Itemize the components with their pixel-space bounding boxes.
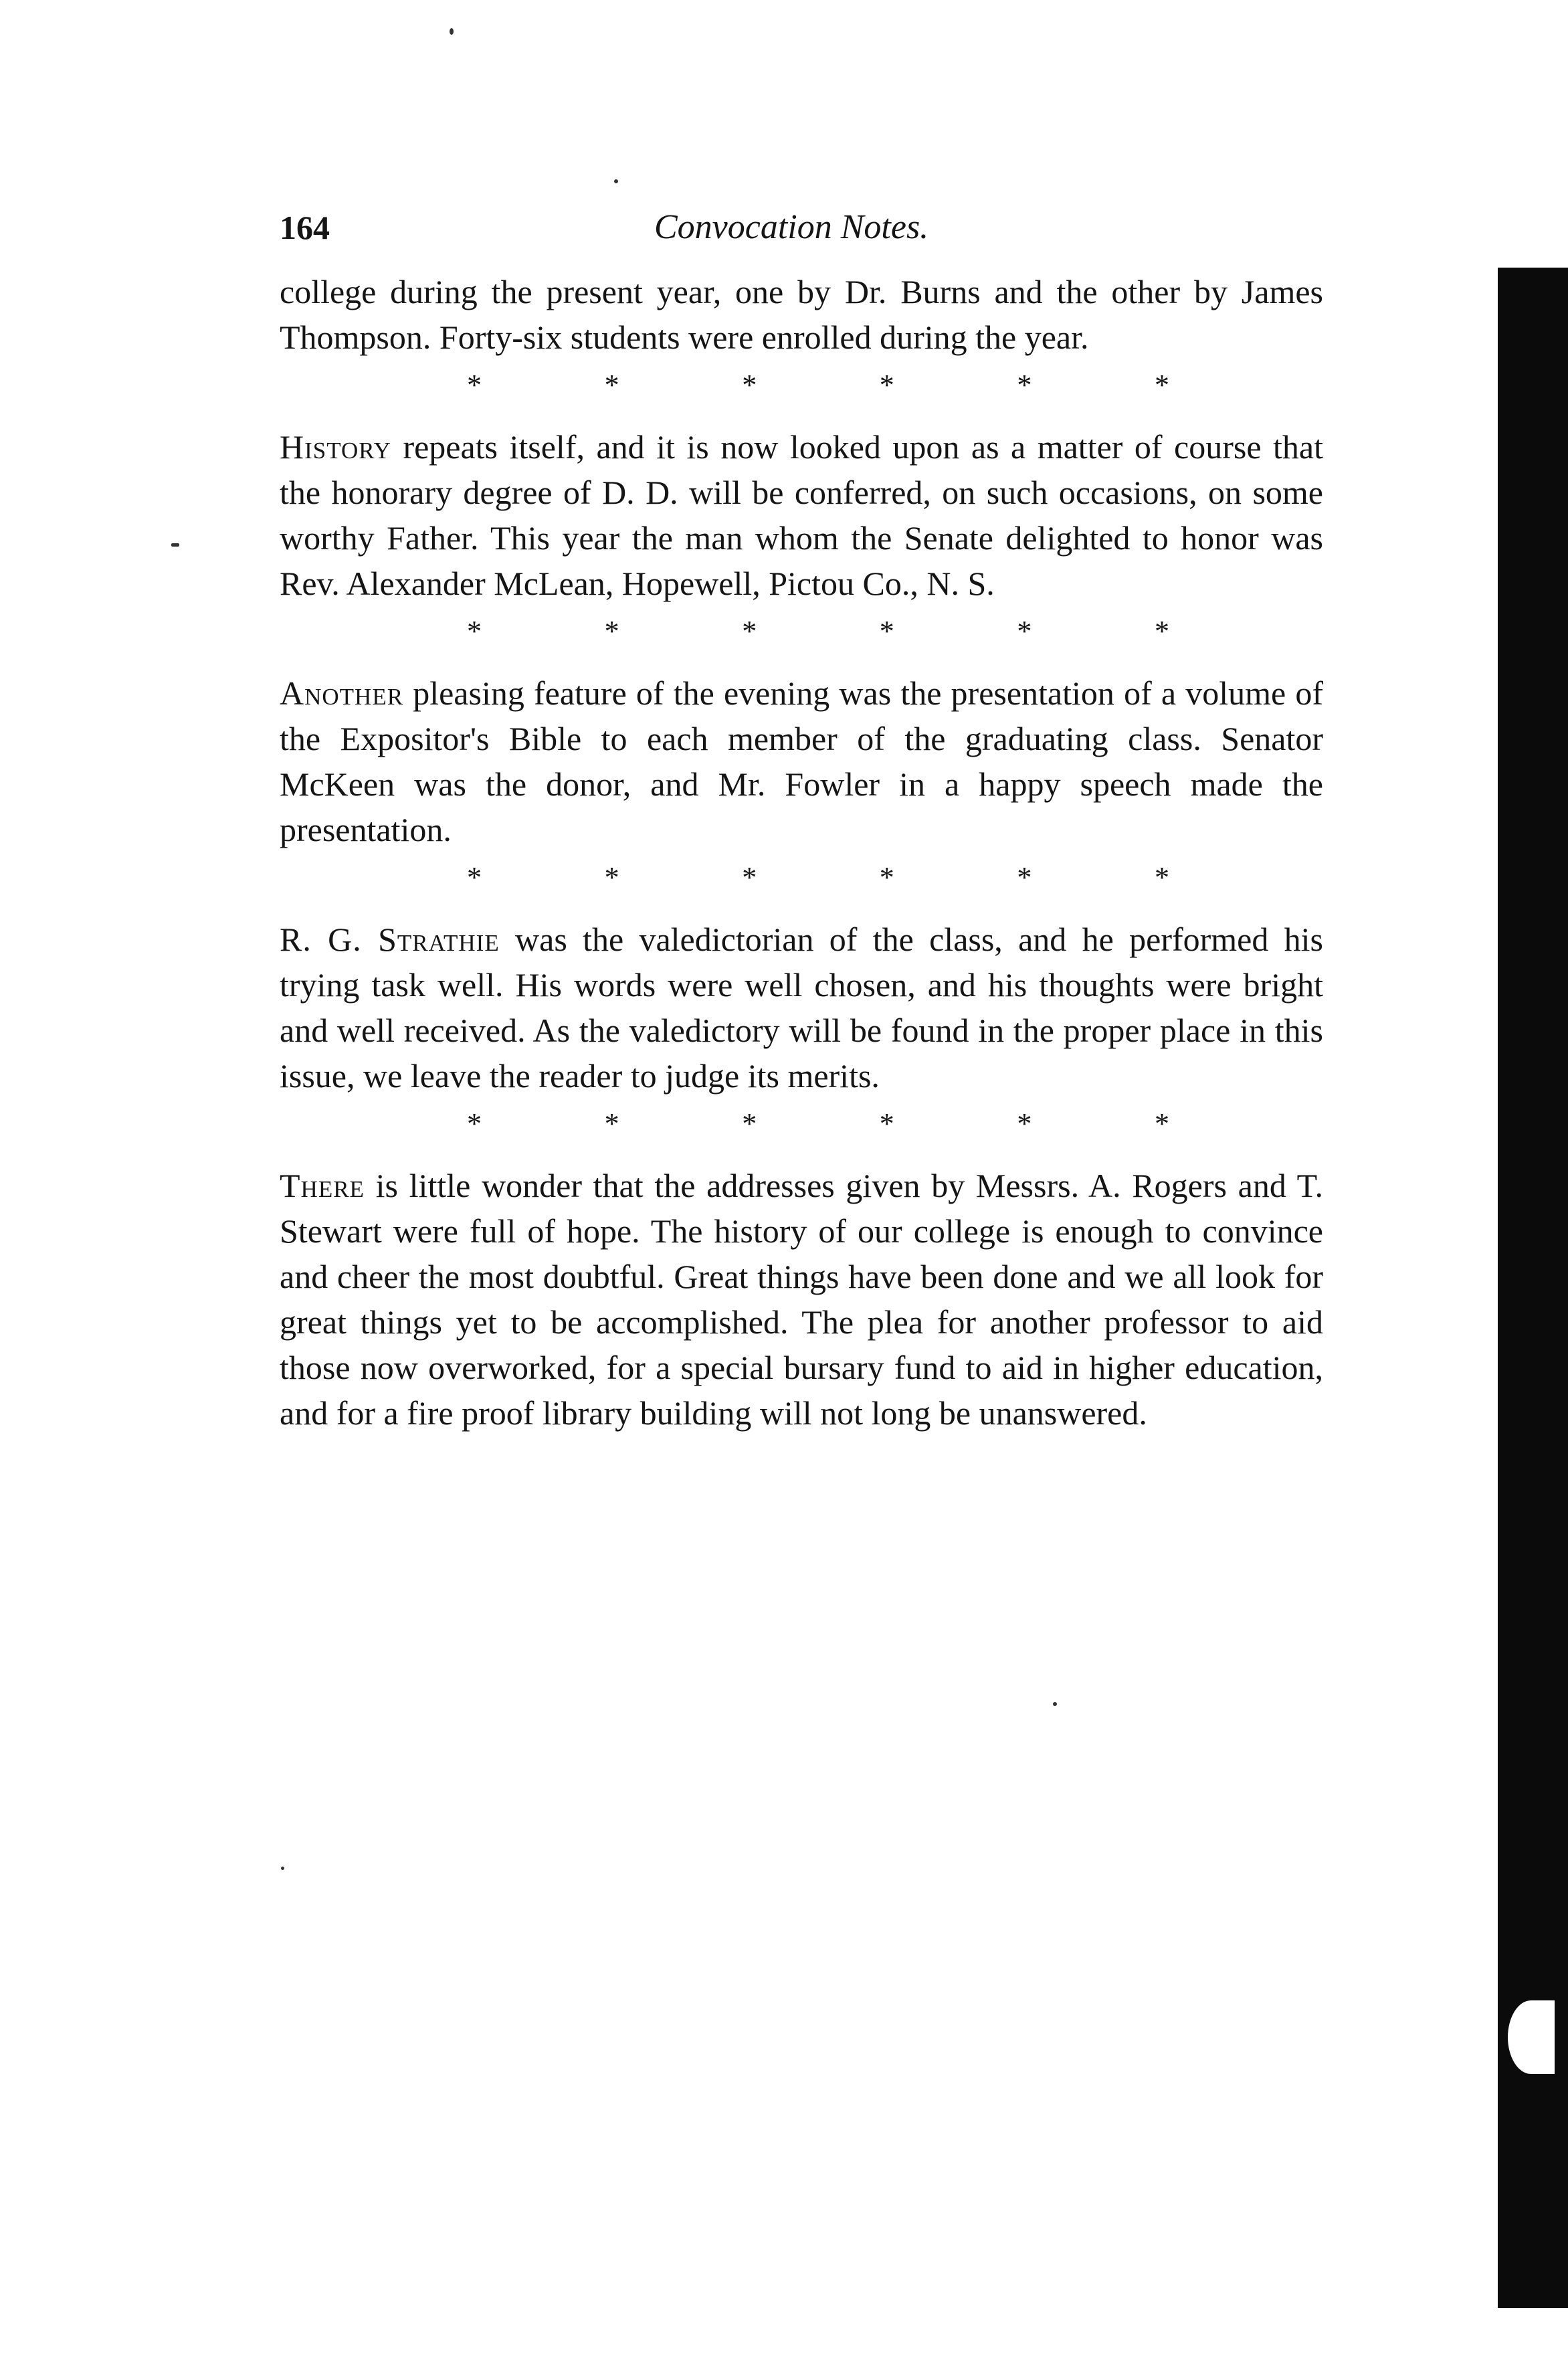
paragraph-there <box>280 1163 1323 1436</box>
paragraph-lead: Another <box>280 674 404 712</box>
binding-edge-notch <box>1508 2000 1555 2074</box>
paragraph-strathie <box>280 917 1323 1099</box>
divider-star: * <box>742 861 757 894</box>
paragraph-lead: R. G. Strathie <box>280 921 500 958</box>
section-divider <box>467 360 1169 411</box>
paragraph-continued <box>280 269 1323 360</box>
divider-star: * <box>1017 1107 1032 1140</box>
divider-star: * <box>604 861 619 894</box>
paragraph-text: was the valedictorian of the class, and he performed his trying task well. His words were well chosen, and his thoughts were bright and well received. As the valedictory will be found in the proper place in this issue, we leave the reader to judge its merits. <box>280 921 1324 1095</box>
paragraph-text: pleasing feature of the evening was the presentation of a volume of the Expositor's Bible to each member of the graduating class. Senator McKeen was the donor, and Mr. Fowler in a happy speech made the presentation. <box>280 674 1323 848</box>
divider-star: * <box>879 615 894 648</box>
paragraph-text: is little wonder that the addresses given by Messrs. A. Rogers and T. Stewart were full of hope. The history of our college is enough to convince and cheer the most doubtful. Great things have been done and we all look for great things yet to be accomplished. The plea for another professor to aid those now overworked, for a special bursary fund to aid in higher education, and for a fire proof library building will not long be unanswered. <box>280 1167 1323 1432</box>
scan-speck <box>1053 1702 1057 1706</box>
divider-star: * <box>1154 1107 1169 1140</box>
divider-star: * <box>467 615 482 648</box>
paragraph-text: repeats itself, and it is now looked upon as a matter of course that the honorary degree of D. D. will be conferred, on such occasions, on some worthy Father. This year the man whom the Senate delighted to honor was Rev. Alexander McLean, Hopewell, Pictou Co., N. S. <box>280 428 1323 602</box>
paragraph-another <box>280 670 1323 852</box>
paragraph-lead: History <box>280 428 391 466</box>
divider-star: * <box>742 1107 757 1140</box>
divider-star: * <box>467 1107 482 1140</box>
divider-star: * <box>604 615 619 648</box>
section-divider <box>467 1099 1169 1149</box>
article-body <box>280 269 1323 1436</box>
scan-speck <box>171 543 179 547</box>
divider-star: * <box>1017 615 1032 648</box>
divider-star: * <box>1154 369 1169 401</box>
paragraph-lead: There <box>280 1167 365 1204</box>
section-divider <box>467 606 1169 657</box>
paragraph-history <box>280 424 1323 606</box>
page-header <box>280 201 1343 254</box>
paragraph-text: college during the present year, one by Dr. Burns and the other by James Thompson. Forty-six students were enrolled during the year. <box>280 273 1323 356</box>
divider-star: * <box>467 861 482 894</box>
running-title: Convocation Notes. <box>654 208 929 246</box>
divider-star: * <box>1017 861 1032 894</box>
scan-speck <box>614 179 618 183</box>
divider-star: * <box>1154 861 1169 894</box>
divider-star: * <box>879 1107 894 1140</box>
divider-star: * <box>604 1107 619 1140</box>
divider-star: * <box>467 369 482 401</box>
divider-star: * <box>1017 369 1032 401</box>
section-divider <box>467 852 1169 903</box>
divider-star: * <box>879 369 894 401</box>
divider-star: * <box>1154 615 1169 648</box>
scan-speck <box>281 1867 284 1870</box>
scan-speck <box>450 28 454 35</box>
page-number: 164 <box>280 209 330 246</box>
divider-star: * <box>742 615 757 648</box>
divider-star: * <box>742 369 757 401</box>
divider-star: * <box>604 369 619 401</box>
divider-star: * <box>879 861 894 894</box>
